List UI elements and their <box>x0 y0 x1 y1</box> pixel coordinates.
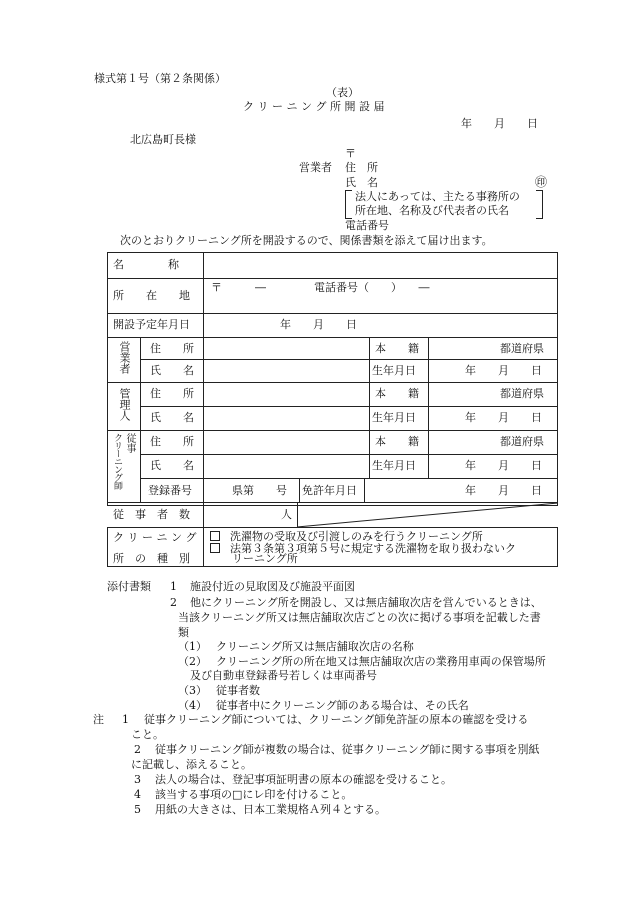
note-2-line1: 従事クリーニング師が複数の場合は、従事クリーニング師に関する事項を別紙 <box>155 743 540 756</box>
note-5-number: 5 <box>134 803 141 816</box>
operator-prefecture: 都道府県 <box>500 342 544 355</box>
kind-option-1[interactable]: 洗濯物の受取及び引渡しのみを行うクリーニング所 <box>210 531 483 543</box>
sub-item-1-number: （1） <box>178 640 207 653</box>
cleaner-group-label-b: クリーニング師 <box>112 433 122 489</box>
manager-prefecture: 都道府県 <box>500 387 544 400</box>
note-4-number: 4 <box>134 788 141 801</box>
notes-label: 注 <box>93 713 104 726</box>
manager-birthdate-value: 年 月 日 <box>465 411 542 424</box>
attachment-2-line3: 類 <box>178 626 189 639</box>
employees-diagonal <box>297 502 559 528</box>
intro-text: 次のとおりクリーニング所を開設するので、関係書類を添えて届け出ます。 <box>120 234 493 247</box>
cleaner-birthdate-value: 年 月 日 <box>465 459 542 472</box>
sub-item-1: クリーニング所又は無店舗取次店の名称 <box>216 640 414 653</box>
kind-option-2-continued: リーニング所 <box>232 552 298 565</box>
seal-mark: ㊞ <box>535 175 548 189</box>
employees-unit: 人 <box>281 508 292 521</box>
attachment-2-line2: 当該クリーニング所又は無店舗取次店ごとの次に掲げる事項を記載した書 <box>178 611 541 624</box>
operator-address-label: 住 所 <box>150 342 194 355</box>
location-label: 所 在 地 <box>113 289 190 302</box>
submission-date: 年 月 日 <box>461 117 538 130</box>
cleaner-address-label: 住 所 <box>150 435 194 448</box>
kind-label-2: 所 の 種 別 <box>113 552 190 565</box>
sub-item-2-line2: 及び自動車登録番号若しくは車両番号 <box>190 669 377 682</box>
attachment-1-number: 1 <box>170 580 177 593</box>
operator-birthdate-value: 年 月 日 <box>465 364 542 377</box>
sub-item-4: 従事者中にクリーニング師のある場合は、その氏名 <box>216 699 469 712</box>
note-2-line2: に記載し、添えること。 <box>131 758 252 771</box>
attachment-1: 施設付近の見取図及び施設平面図 <box>190 580 355 593</box>
kind-label-1: ク リ ー ニ ン グ <box>113 531 197 544</box>
license-date-value: 年 月 日 <box>465 484 542 497</box>
form-number: 様式第１号（第２条関係） <box>94 72 226 85</box>
addressee: 北広島町長様 <box>130 133 196 146</box>
operator-name-label: 氏 名 <box>150 364 194 377</box>
shop-name-label: 名 称 <box>113 258 179 271</box>
manager-birthdate-label: 生年月日 <box>372 411 416 424</box>
attachments-label: 添付書類 <box>107 580 151 593</box>
operator-honseki-label: 本 籍 <box>375 342 419 355</box>
note-bracket-right <box>536 190 543 219</box>
form-title: ク リ ー ニ ン グ 所 開 設 届 <box>243 100 385 113</box>
sub-item-2-number: （2） <box>178 655 207 668</box>
note-1-line1: 従事クリーニング師については、クリーニング師免許証の原本の確認を受ける <box>144 713 529 726</box>
kind-option-2-checkbox[interactable] <box>210 543 220 553</box>
license-date-label: 免許年月日 <box>302 484 357 497</box>
cleaner-group-label-a: 従事 <box>124 433 135 453</box>
sub-item-3-number: （3） <box>178 684 207 697</box>
employees-label: 従 事 者 数 <box>113 508 190 521</box>
kind-option-1-checkbox[interactable] <box>210 531 220 541</box>
attachment-2-line1: 他にクリーニング所を開設し、又は無店舗取次店を営んでいるときは、 <box>190 596 542 609</box>
note-1-number: 1 <box>122 713 129 726</box>
applicant-name-label: 氏 名 <box>345 176 378 189</box>
operator-birthdate-label: 生年月日 <box>372 364 416 377</box>
registration-number-label: 登録番号 <box>148 484 192 497</box>
cleaner-name-label: 氏 名 <box>150 459 194 472</box>
cleaner-honseki-label: 本 籍 <box>375 435 419 448</box>
manager-name-label: 氏 名 <box>150 411 194 424</box>
note-5: 用紙の大きさは、日本工業規格Ａ列４とする。 <box>155 803 386 816</box>
corporate-note-line2: 所在地、名称及び代表者の氏名 <box>355 204 509 217</box>
business-label: 営業者 <box>299 161 332 174</box>
sub-item-2-line1: クリーニング所の所在地又は無店舗取次店の業務用車両の保管場所 <box>216 655 546 668</box>
corporate-note-line1: 法人にあっては、主たる事務所の <box>355 190 520 203</box>
note-2-number: 2 <box>134 743 141 756</box>
applicant-phone-label: 電話番号 <box>345 219 389 232</box>
cleaner-prefecture: 都道府県 <box>500 435 544 448</box>
kind-option-2[interactable]: 法第３条第３項第５号に規定する洗濯物を取り扱わないク <box>210 543 516 555</box>
note-3: 法人の場合は、登記事項証明書の原本の確認を受けること。 <box>155 773 452 786</box>
applicant-address-label: 住 所 <box>345 161 378 174</box>
registration-number-value: 県第 号 <box>232 484 287 497</box>
postal-mark: 〒 <box>345 147 356 160</box>
location-postal: 〒 ― <box>211 281 266 294</box>
operator-group-label: 営業者 <box>118 341 131 374</box>
front-side-label: （表） <box>326 86 359 99</box>
sub-item-4-number: （4） <box>178 699 207 712</box>
sub-item-3: 従事者数 <box>216 684 260 697</box>
manager-honseki-label: 本 籍 <box>375 387 419 400</box>
note-3-number: 3 <box>134 773 141 786</box>
note-bracket-left <box>345 190 352 219</box>
note-4: 該当する事項の□にレ印を付けること。 <box>155 788 353 801</box>
manager-group-label: 管理人 <box>118 388 131 421</box>
note-1-line2: こと。 <box>131 728 164 741</box>
location-phone: 電話番号（ ） ― <box>314 281 430 294</box>
cleaner-birthdate-label: 生年月日 <box>372 459 416 472</box>
open-date-label: 開設予定年月日 <box>113 318 190 331</box>
manager-address-label: 住 所 <box>150 387 194 400</box>
open-date-value: 年 月 日 <box>280 318 357 331</box>
attachment-2-number: 2 <box>170 596 177 609</box>
